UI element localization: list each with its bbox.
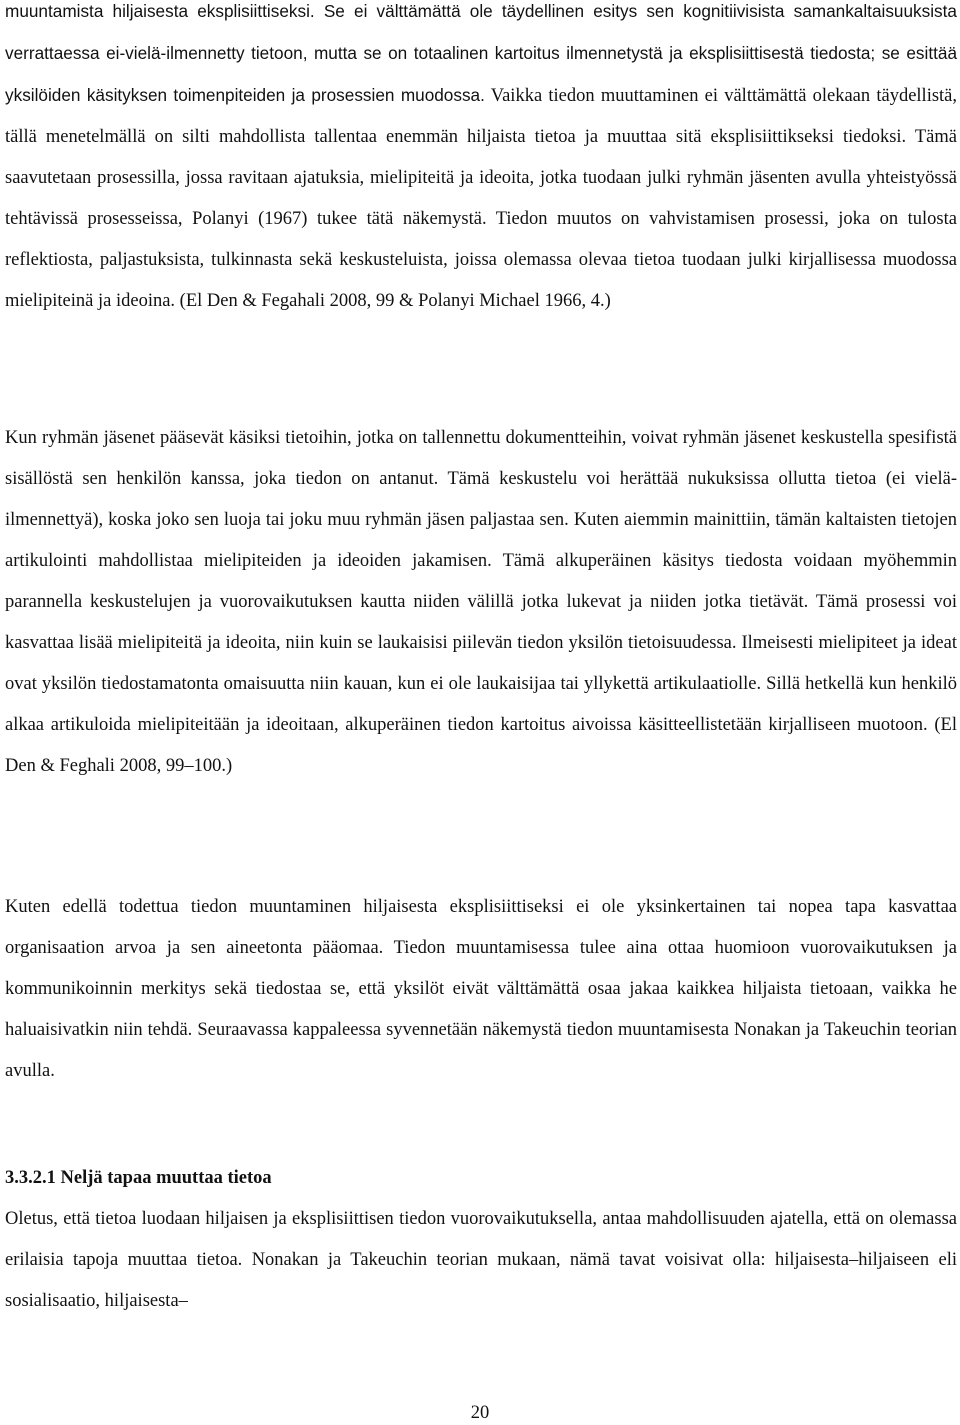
body-paragraph: Kuten edellä todettua tiedon muuntaminen hiljaisesta eksplisiittiseksi ei ole yksinkertainen tai nopea tapa kasvattaa organisaation arvoa ja sen aineetonta pääomaa. Tiedon muuntamisessa tulee aina ottaa huomioon vuorovaikutuksen ja kommunikoinnin merkitys sekä tiedostaa se, että yksilöt eivät välttämättä osaa jakaa kaikkea hiljaista tietoaan, vaikka he haluaisivatkin niin tehdä. Seuraavassa kappaleessa syvennetään näkemystä tiedon muuntamisesta Nonakan ja Takeuchin teorian avulla. <box>5 897 957 1081</box>
body-paragraph: Oletus, että tietoa luodaan hiljaisen ja eksplisiittisen tiedon vuorovaikutuksella, antaa mahdollisuuden ajatella, että on olemassa erilaisia tapoja muuttaa tietoa. Nonakan ja Takeuchin teorian mukaan, nämä tavat voisivat olla: hiljaisesta–hiljaiseen eli sosialisaatio, hiljaisesta– <box>5 1209 957 1311</box>
paragraph-text: Vaikka tiedon muuttaminen ei välttämättä olekaan täydellistä, tällä menetelmällä on silti mahdollista tallentaa enemmän hiljaista tietoa ja muuttaa sitä eksplisiittikseksi tiedoksi. Tämä saavutetaan prosessilla, jossa ravitaan ajatuksia, mielipiteitä ja ideoita, jotka tuodaan julki ryhmän jäsenten avulla yhteistyössä tehtävissä prosesseissa, Polanyi (1967) tukee tätä näkemystä. Tiedon muutos on vahvistamisen prosessi, joka on tulosta reflektiosta, paljastuksista, tulkinnasta sekä keskusteluista, joissa olemassa olevaa tietoa tuodaan julki kirjallisessa muodossa mielipiteinä ja ideoina. (El Den & Fegahali 2008, 99 & Polanyi Michael 1966, 4.) <box>5 86 958 311</box>
body-paragraph: Kun ryhmän jäsenet pääsevät käsiksi tietoihin, jotka on tallennettu dokumentteihin, voivat ryhmän jäsenet keskustella spesifistä sisällöstä sen henkilön kanssa, joka tiedon on antanut. Tämä keskustelu voi herättää nukuksissa ollutta tietoa (ei vielä-ilmennettyä), koska joko sen luoja tai joku muu ryhmän jäsen paljastaa sen. Kuten aiemmin mainittiin, tämän kaltaisten tietojen artikulointi mahdollistaa mielipiteiden ja ideoiden jakamisen. Tämä alkuperäinen käsitys tiedosta voidaan myöhemmin parannella keskustelujen ja vuorovaikutuksen kautta niiden välillä jotka lukevat ja niiden jotka tietävät. Tämä prosessi voi kasvattaa lisää mielipiteitä ja ideoita, niin kuin se laukaisisi piilevän tiedon yksilön tietoisuudessa. Ilmeisesti mielipiteet ja ideat ovat yksilön tiedostamatonta omaisuutta niin kauan, kun ei ole laukaisijaa tai yllykettä artikulaatiolle. Sillä hetkellä kun henkilö alkaa artikuloida mielipiteitään ja ideoitaan, alkuperäinen tiedon kartoitus aivoissa käsitteellistetään kirjalliseen muotoon. (El Den & Feghali 2008, 99–100.) <box>5 428 957 776</box>
section-heading: 3.3.2.1 Neljä tapaa muuttaa tietoa <box>5 1168 272 1188</box>
paragraph-lead-text: muuntamista hiljaisesta eksplisiittiseksi. Se ei välttämättä ole täydellinen esitys sen kognitiivisista samankaltaisuuksista verrattaessa ei-vielä-ilmennetty tietoon, mutta se on totaalinen kartoitus ilmennetystä ja eksplisiittisestä tiedosta; se esittää yksilöiden käsityksen toimenpiteiden ja prosessien muodossa. <box>5 1 957 105</box>
body-paragraph <box>5 0 957 322</box>
page-number: 20 <box>470 1403 490 1423</box>
